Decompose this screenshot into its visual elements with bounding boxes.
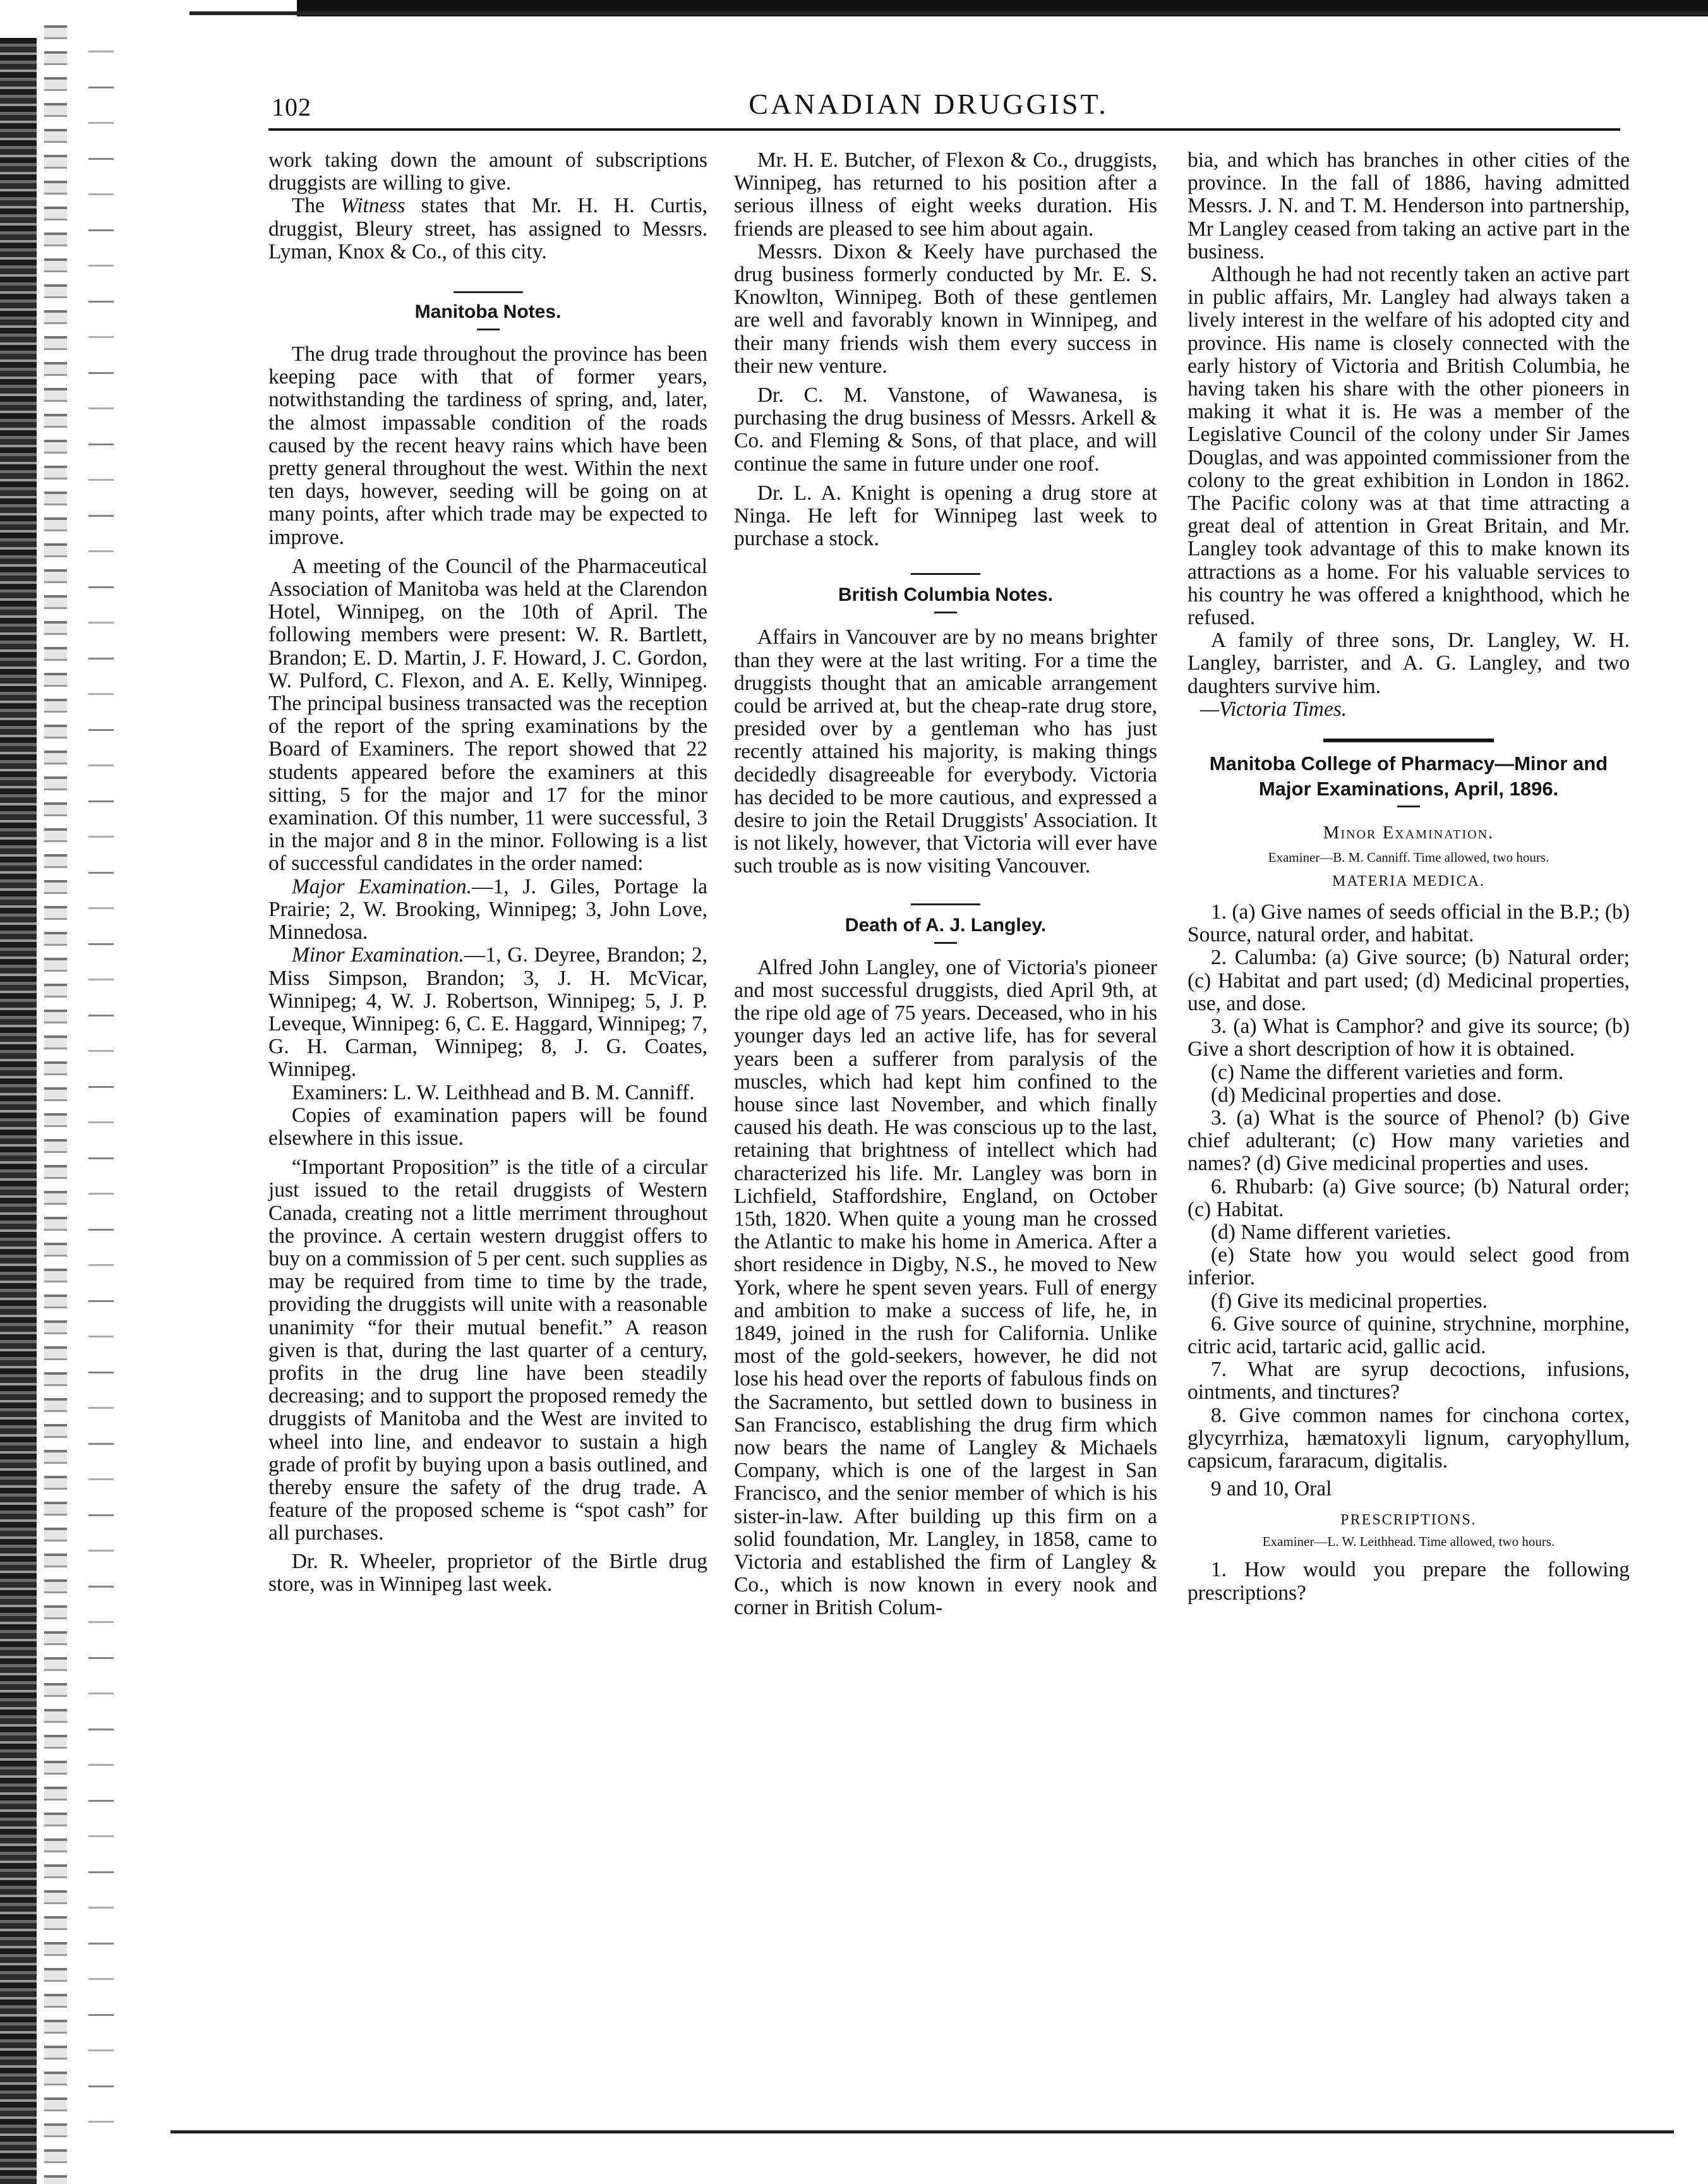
question: (d) Medicinal properties and dose. [1210,1083,1502,1107]
question: (c) Name the different varieties and form. [1210,1060,1564,1084]
section-rule [1323,739,1494,742]
bottom-rule [171,2130,1674,2133]
page-top-shadow [189,11,1708,15]
paragraph: The drug trade throughout the province has been keeping pace with that of former years, notwithstanding the tardiness of spring, and, later, the almost impassable condition of the roads caused by the recent heavy rains which have been pretty general throughout the west. Within the next ten days, however, seeding will be going on at many points, after which trade may be expected to improve. [268,342,707,549]
section-heading: Death of A. J. Langley. [845,914,1047,936]
heading-dash [1397,805,1420,807]
heading-dash [934,612,957,613]
question: 1. (a) Give names of seeds official in the B.P.; (b) Source, natural order, and habitat. [1188,900,1630,947]
question: 7. What are syrup decoctions, infusions, ointments, and tinctures? [1188,1358,1630,1404]
question: 6. Give source of quinine, strychnine, morphine, citric acid, tartaric acid, gallic acid. [1188,1312,1630,1358]
section-heading: Manitoba College of Pharmacy—Minor and Major Examinations, April, 1896. [1209,752,1608,800]
examiner-line: Examiner—L. W. Leithhead. Time allowed, two hours. [1262,1534,1555,1550]
paragraph: Dr. C. M. Vanstone, of Wawanesa, is purchasing the drug business of Messrs. Arkell & Co. and Fleming & Sons, of that place, and will continue the same in future under one roof. [734,383,1157,476]
question: 3. (a) What is the source of Phenol? (b) Give chief adulterant; (c) How many varieties and names? (d) Give medicinal properties and uses. [1188,1106,1630,1176]
section-heading: Manitoba Notes. [414,301,562,323]
heading-dash [477,329,500,330]
column-2 [734,149,1157,1620]
paragraph: The Witness states that Mr. H. H. Curtis, druggist, Bleury street, has assigned to Messrs. Lyman, Knox & Co., of this city. [268,194,707,263]
question: 3. (a) What is Camphor? and give its source; (b) Give a short description of how it is obtained. [1188,1015,1630,1061]
paragraph: Mr. H. E. Butcher, of Flexon & Co., druggists, Winnipeg, has returned to his position after a serious illness of eight weeks duration. His friends are pleased to see him about again. [734,148,1157,241]
exam-heading: Minor Examination. [1323,823,1494,843]
subhead-italic: Major Examination. [291,874,472,898]
question: 2. Calumba: (a) Give source; (b) Natural order; (c) Habitat and part used; (d) Medicinal properties, use, and dose. [1188,946,1630,1015]
paragraph: Alfred John Langley, one of Victoria's pioneer and most successful druggists, died April 9th, at the ripe old age of 75 years. Deceased, who in his younger days led an active life, has for several years been a sufferer from paralysis of the muscles, which had kept him confined to the house since last November, and which finally caused his death. He was conscious up to the last, retaining that brightness of intellect which had characterized his life. Mr. Langley was born in Lichfield, Staffordshire, England, on October 15th, 1820. When quite a young man he crossed the Atlantic to make his home in America. After a short residence in Digby, N.S., he moved to New York, where he spent seven years. Full of energy and ambition to make a success of life, he, in 1849, joined in the rush for California. Unlike most of the gold-seekers, however, he did not lose his head over the reports of fabulous finds on the Sacramento, but settled down to business in San Francisco, establishing the drug firm which now bears the name of Langley & Michaels Company, which is one of the largest in San Francisco, and the senior member of which is his sister-in-law. After building up this firm on a solid foundation, Mr. Langley, in 1858, came to Victoria and established the firm of Langley & Co., which is now known in every nook and corner in British Colum- [734,955,1157,1620]
source-credit: —Victoria Times. [1200,697,1347,721]
section-rule [911,573,980,575]
question: (d) Name different varieties. [1210,1220,1452,1244]
paragraph: Dr. L. A. Knight is opening a drug store at Ninga. He left for Winnipeg last week to purchase a stock. [734,481,1157,551]
paragraph: “Important Proposition” is the title of a circular just issued to the retail druggists of Western Canada, creating not a little merriment throughout the province. A certain western druggist offers to buy on a commission of 5 per cent. such supplies as may be required from time to time by the trade, providing the druggists will unite with a reasonable unanimity “for their mutual benefit.” A reason given is that, during the last quarter of a century, profits in the drug line have been steadily decreasing; and to support the proposed remedy the druggists of Manitoba and the West are invited to wheel into line, and endeavor to sustain a high grade of profit by buying upon a basis outlined, and thereby ensure the safety of the drug trade. A feature of the proposed scheme is “spot cash” for all purchases. [268,1155,708,1545]
section-rule [911,903,980,905]
paragraph: Affairs in Vancouver are by no means brighter than they were at the last writing. For a time the druggists thought that an amicable arrangement could be arrived at, but the cheap-rate drug store, presided over by a gentleman who has just recently attained his majority, is making things decidedly disagreeable for everybody. Victoria has decided to be more cautious, and expressed a desire to join the Retail Druggists' Association. It is not likely, however, that Victoria will ever have such trouble as is now visiting Vancouver. [734,625,1157,878]
subject-heading: MATERIA MEDICA. [1332,873,1485,890]
section-rule [454,291,523,293]
paragraph: Messrs. Dixon & Keely have purchased the drug business formerly conducted by Mr. E. S. Knowlton, Winnipeg. Both of these gentlemen are well and favorably known in Winnipeg, and their many friends wish them every success in their new venture. [734,239,1157,378]
question: 1. How would you prepare the following prescriptions? [1188,1558,1630,1605]
heading-dash [934,942,957,944]
paragraph: Minor Examination.—1, G. Deyree, Brandon; 2, Miss Simpson, Brandon; 3, J. H. McVicar, Winnipeg; 4, W. J. Robertson, Winnipeg; 5, J. P. Leveque, Winnipeg: 6, C. E. Haggard, Winnipeg; 7, G. H. Carman, Winnipeg; 8, J. G. Coates, Winnipeg. [268,943,707,1082]
header-rule [268,128,1620,131]
running-title: CANADIAN DRUGGIST. [749,88,1109,120]
paragraph: A meeting of the Council of the Pharmaceutical Association of Manitoba was held at the Clarendon Hotel, Winnipeg, on the 10th of April. The following members were present: W. R. Bartlett, Brandon; E. D. Martin, J. F. Howard, J. C. Gordon, W. Pulford, C. Flexon, and A. E. Kelly, Winnipeg. The principal business transacted was the reception of the report of the spring examinations by the Board of Examiners. The report showed that 22 students appeared before the examiners at this sitting, 5 for the major and 17 for the minor examination. Of this number, 11 were successful, 3 in the major and 8 in the minor. Following is a list of successful candidates in the order named: [268,554,707,876]
examiner-line: Examiner—B. M. Canniff. Time allowed, two hours. [1268,850,1549,866]
paragraph: Major Examination.—1, J. Giles, Portage la Prairie; 2, W. Brooking, Winnipeg; 3, John Love, Minnedosa. [268,874,707,944]
paragraph: work taking down the amount of subscriptions druggists are willing to give. [268,148,707,195]
paragraph: Dr. R. Wheeler, proprietor of the Birtle drug store, was in Winnipeg last week. [268,1549,707,1596]
question: (f) Give its medicinal properties. [1210,1289,1488,1313]
question: (e) State how you would select good from inferior. [1188,1243,1630,1290]
question: 6. Rhubarb: (a) Give source; (b) Natural order; (c) Habitat. [1188,1174,1630,1221]
page-number: 102 [272,93,311,121]
section-heading: British Columbia Notes. [838,584,1054,606]
subhead-italic: Minor Examination. [291,943,464,967]
column-3 [1188,149,1630,1605]
paragraph: Although he had not recently taken an active part in public affairs, Mr. Langley had always taken a lively interest in the welfare of his adopted city and province. His name is closely connected with the early history of Victoria and British Columbia, he having taken his share with the other pioneers in making it what it is. He was a member of the Legislative Council of the colony under Sir James Douglas, and was appointed commissioner from the colony to the great exhibition in London in 1862. The Pacific colony was at that time attracting a great deal of attention in Great Britain, and Mr. Langley took advantage of this to make known its attractions as a home. For his valuable services to his country he was offered a knighthood, which he refused. [1188,263,1630,630]
subject-heading: PRESCRIPTIONS. [1340,1512,1477,1529]
question: 8. Give common names for cinchona cortex, glycyrrhiza, hæmatoxyli lignum, caryophyllum, capsicum, fararacum, digitalis. [1188,1403,1630,1473]
column-1 [268,149,707,1596]
question: 9 and 10, Oral [1210,1477,1332,1501]
paragraph: bia, and which has branches in other cities of the province. In the fall of 1886, having admitted Messrs. J. N. and T. M. Henderson into partnership, Mr Langley ceased from taking an active part in the business. [1188,148,1630,263]
binding-gutter [0,0,145,2184]
paragraph: Copies of examination papers will be found elsewhere in this issue. [268,1103,707,1150]
publication-name: Witness [340,194,406,218]
paragraph: A family of three sons, Dr. Langley, W. H. Langley, barrister, and A. G. Langley, and two daughters survive him. [1188,629,1630,698]
paragraph: Examiners: L. W. Leithhead and B. M. Canniff. [291,1080,695,1104]
